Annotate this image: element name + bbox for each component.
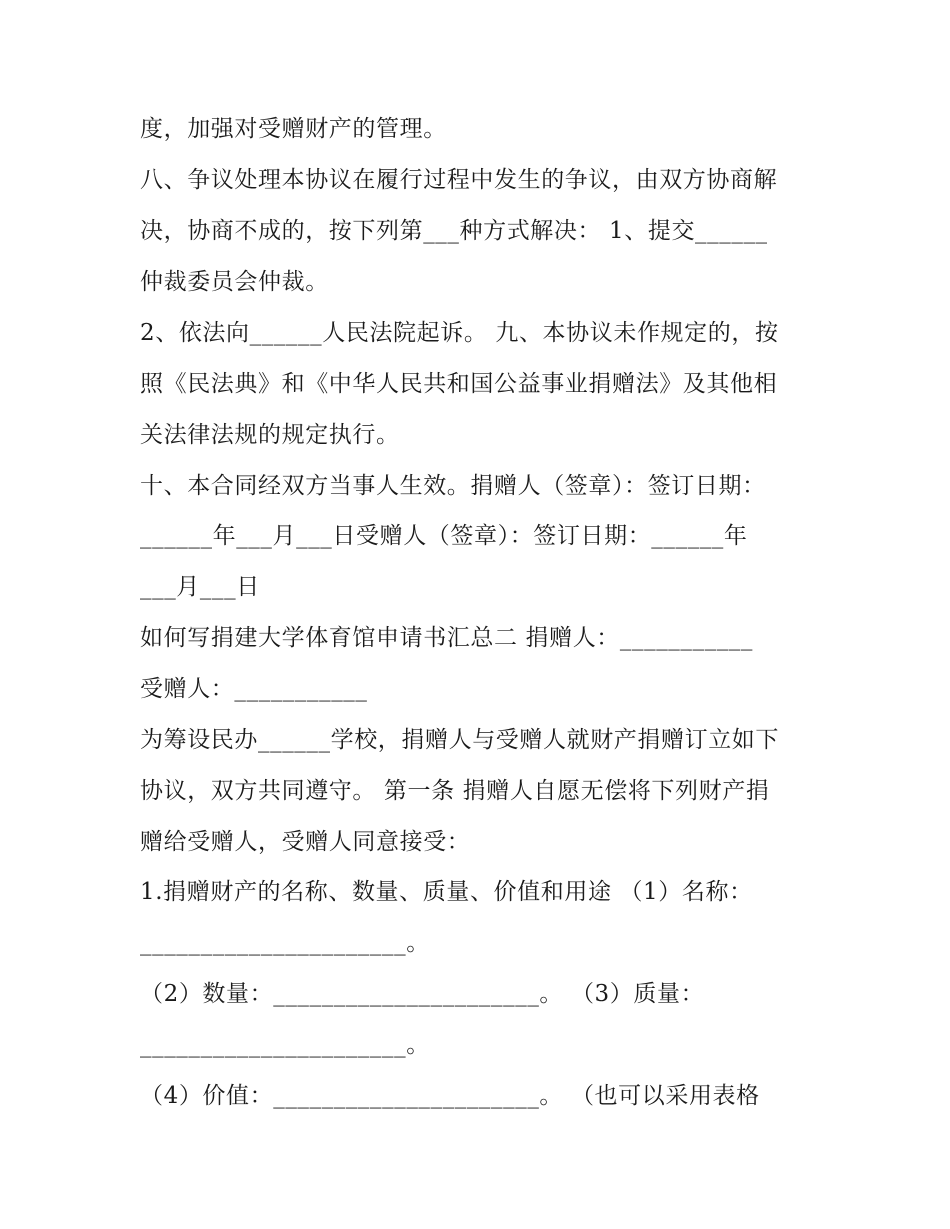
text-line-4: 仲裁委员会仲裁。 [140,269,329,295]
text-line-11: 如何写捐建大学体育馆申请书汇总二 捐赠人：___________ [140,625,754,651]
text-line-19: ______________________。 [140,1032,430,1058]
text-line-13: 为筹设民办______学校，捐赠人与受赠人就财产捐赠订立如下 [140,727,779,753]
text-line-15: 赠给受赠人，受赠人同意接受： [140,829,471,855]
text-line-3: 决，协商不成的，按下列第___种方式解决： 1、提交______ [140,218,768,244]
text-line-18: （2）数量：______________________。 （3）质量： [140,981,705,1007]
text-line-5: 2、依法向______人民法院起诉。 九、本协议未作规定的，按 [140,320,779,346]
text-line-1: 度，加强对受赠财产的管理。 [140,116,447,142]
text-line-2: 八、争议处理本协议在履行过程中发生的争议，由双方协商解 [140,167,778,193]
text-line-17: ______________________。 [140,930,430,956]
text-line-20: （4）价值：______________________。 （也可以采用表格 [140,1083,760,1109]
text-line-8: 十、本合同经双方当事人生效。捐赠人（签章）：签订日期： [140,473,766,499]
text-line-7: 关法律法规的规定执行。 [140,422,400,448]
text-line-10: ___月___日 [140,574,260,600]
text-line-9: ______年___月___日受赠人（签章）：签订日期：______年 [140,523,748,549]
text-line-12: 受赠人：___________ [140,676,368,702]
text-line-14: 协议，双方共同遵守。 第一条 捐赠人自愿无偿将下列财产捐 [140,778,770,804]
text-line-16: 1.捐赠财产的名称、数量、质量、价值和用途 （1）名称： [140,879,753,905]
text-line-6: 照《民法典》和《中华人民共和国公益事业捐赠法》及其他相 [140,371,778,397]
